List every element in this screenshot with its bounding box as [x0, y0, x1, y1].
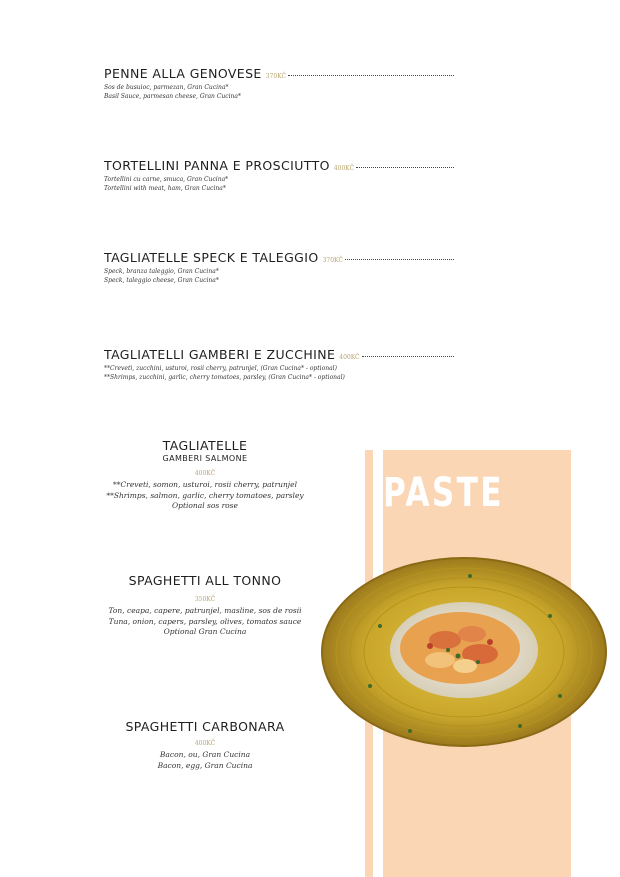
dot-leader: [288, 75, 454, 76]
item-description: [104, 84, 454, 101]
dot-leader: [356, 167, 454, 168]
item-price: 400KČ: [194, 470, 216, 477]
item-price: 370KČ: [265, 73, 287, 80]
item-title: SPAGHETTI CARBONARA: [125, 719, 285, 734]
item-description: [104, 176, 454, 193]
item-description: [104, 365, 454, 382]
menu-item-tagliatelli-gamberi: [104, 347, 454, 382]
desc-line-en: **Shrimps, zucchini, garlic, cherry tomatoes, parsley, (Gran Cucina* - optional): [104, 373, 345, 381]
section-title: PASTE: [383, 470, 504, 516]
desc-line-ro: Bacon, ou, Gran Cucina: [159, 750, 251, 759]
desc-line-en: **Shrimps, salmon, garlic, cherry tomatoes, parsley: [106, 490, 304, 500]
desc-line-en: Speck, taleggio cheese, Gran Cucina*: [104, 276, 219, 284]
item-price: 400KČ: [339, 354, 360, 361]
item-price: 400KČ: [333, 165, 355, 172]
menu-item-tagliatelle-speck: [104, 250, 454, 285]
menu-item-spaghetti-tonno: [50, 573, 360, 638]
dot-leader: [345, 259, 454, 260]
item-price: 400KČ: [194, 740, 216, 747]
desc-line-note: Optional Gran Cucina: [163, 627, 247, 636]
item-description: [50, 606, 360, 638]
item-title: PENNE ALLA GENOVESE: [104, 66, 262, 81]
menu-item-tortellini: [104, 158, 454, 193]
item-price: 350KČ: [194, 596, 216, 603]
desc-line-ro: Sos de busuioc, parmezan, Gran Cucina*: [104, 84, 229, 91]
item-description: [50, 480, 360, 512]
pasta-plate-image: [320, 556, 608, 752]
item-subtitle: GAMBERI SALMONE: [162, 454, 248, 463]
item-title: TAGLIATELLI GAMBERI E ZUCCHINE: [104, 347, 336, 362]
desc-line-ro: Ton, ceapa, capere, patrunjel, masline, sos de rosii: [108, 606, 302, 615]
item-title: TAGLIATELLE SPECK E TALEGGIO: [104, 250, 319, 265]
menu-item-penne: [104, 66, 454, 101]
item-price: 370KČ: [322, 257, 343, 264]
desc-line-ro: Tortellini cu carne, smuca, Gran Cucina*: [104, 176, 229, 183]
item-title: SPAGHETTI ALL TONNO: [128, 573, 282, 588]
item-title: TORTELLINI PANNA E PROSCIUTTO: [104, 158, 330, 173]
desc-line-note: Optional sos rose: [172, 501, 238, 510]
desc-line-en: Tuna, onion, capers, parsley, olives, tomatos sauce: [108, 616, 302, 626]
desc-line-ro: Speck, branza taleggio, Gran Cucina*: [104, 268, 219, 275]
desc-line-ro: **Creveti, zucchini, usturoi, rosii cherry, patrunjel, (Gran Cucina* - optional): [104, 365, 337, 372]
desc-line-en: Tortellini with meat, ham, Gran Cucina*: [104, 184, 226, 192]
desc-line-ro: **Creveti, somon, usturoi, rosii cherry, patrunjel: [113, 480, 297, 489]
item-title: TAGLIATELLE: [162, 438, 248, 453]
dot-leader: [362, 356, 454, 357]
desc-line-en: Basil Sauce, parmesan cheese, Gran Cucina*: [104, 92, 241, 100]
item-description: [50, 750, 360, 771]
menu-item-spaghetti-carbonara: [50, 719, 360, 771]
menu-item-tagliatelle-salmone: [50, 438, 360, 512]
desc-line-en: Bacon, egg, Gran Cucina: [157, 760, 253, 770]
item-description: [104, 268, 454, 285]
